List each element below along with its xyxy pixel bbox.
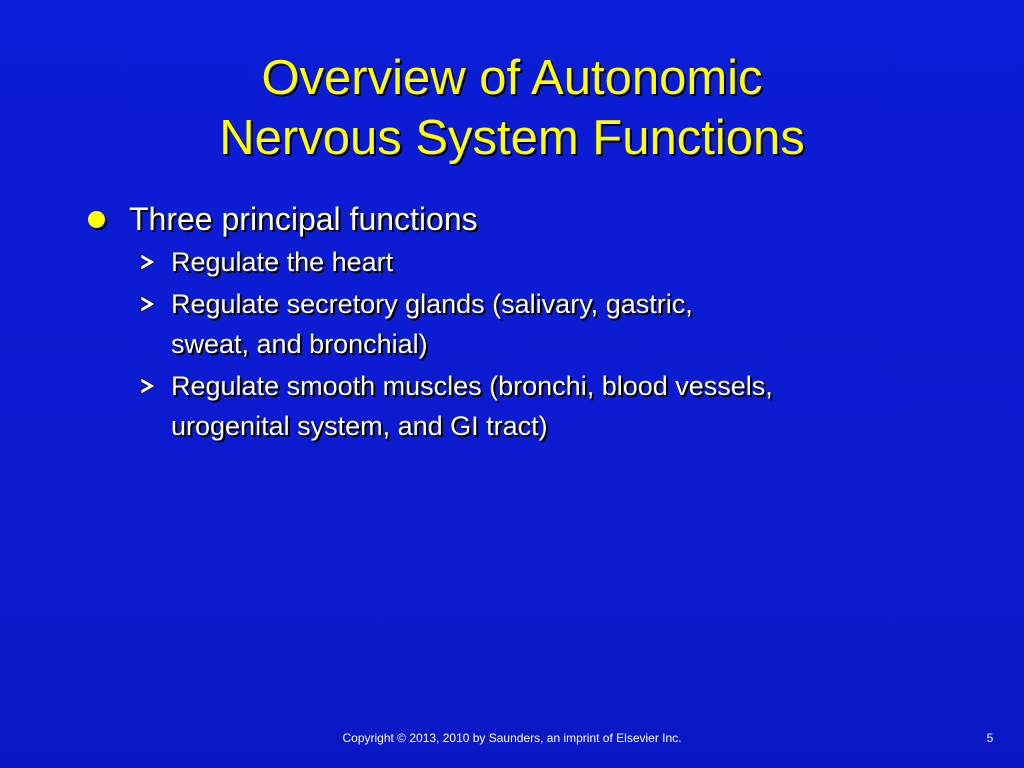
- sub-item-3-line-2: urogenital system, and GI tract): [171, 411, 548, 441]
- slide-number: 5: [986, 731, 994, 745]
- bullet-text: Three principal functions: [129, 201, 478, 237]
- slide-title: [0, 48, 1024, 168]
- slide-title-line-1: Overview of Autonomic: [261, 51, 763, 105]
- arrow-bullet-icon: [138, 253, 158, 271]
- sub-item-2-line-2: sweat, and bronchial): [171, 329, 428, 359]
- sub-item-3-line-1: Regulate smooth muscles (bronchi, blood vessels,: [171, 371, 773, 401]
- arrow-bullet-icon: [138, 295, 158, 313]
- copyright-footer: Copyright © 2013, 2010 by Saunders, an imprint of Elsevier Inc.: [342, 731, 682, 745]
- sub-item-2-line-1: Regulate secretory glands (salivary, gastric,: [171, 289, 693, 319]
- slide-title-line-2: Nervous System Functions: [219, 111, 805, 165]
- arrow-bullet-icon: [138, 377, 158, 395]
- sub-item-1-line-1: Regulate the heart: [171, 247, 394, 277]
- filled-circle-bullet-icon: [88, 211, 105, 228]
